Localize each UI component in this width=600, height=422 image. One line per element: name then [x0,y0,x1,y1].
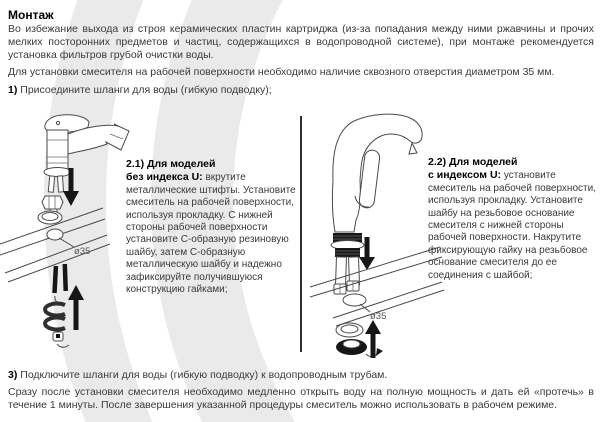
up-arrow-left [68,285,84,330]
column-divider [300,116,302,352]
step-1-number: 1) [8,84,18,96]
hole-diameter-label-right: ø35 [370,311,387,322]
page-title: Монтаж [8,8,54,22]
step-3-number: 3) [8,369,18,381]
faucet-body-left [42,115,129,214]
step-2-1-instructions [126,158,302,296]
step-1-text: Присоедините шланги для воды (гибкую подводку); [20,84,272,96]
gasket-left [38,211,62,224]
hole-diameter-note: Для установки смесителя на рабочей поверхности необходимо наличие сквозного отверстия диаметром 35 мм. [8,66,555,78]
step-2-1-text: вкрутите металлические штифты. Установите смеситель на рабочей поверхности, используя прокладку. С нижней стороны рабочей поверхности установите С-образную резиновую шайбу, затем С-образную металлическую шайбу и надежно зафиксируйте получившуюся конструкцию гайками; [126,172,296,296]
step-2-1-heading-line2: без индекса U: [126,171,203,184]
diagram-faucet-index-u [302,110,445,362]
worktop-right [310,247,444,326]
locking-nut-right [336,339,383,357]
intro-paragraph: Во избежание выхода из строя керамических пластин картриджа (из-за попадания между ними ржавчины и прочих мелких посторонних предметов и частиц, содержащихся в водопроводной системе), при монтаже рекомендуется установка фильтров грубой очистки воды. [8,23,594,61]
step-3-text: Подключите шланги для воды (гибкую подводку) к водопроводным трубам. [20,369,388,381]
step-1 [8,84,594,97]
diagram-faucet-standard [0,110,140,362]
threaded-base-right [331,233,364,257]
faucet-body-right [332,114,422,232]
hole-diameter-label-left: ø35 [74,246,91,257]
c-washers-left [45,304,65,330]
step-2-2-heading-line2: с индексом U: [428,169,502,182]
nut-left [53,332,69,347]
mounting-studs-left [52,264,68,303]
step-2-1-heading-line1: 2.1) Для моделей [126,158,216,170]
step-2-2-text: установите смеситель на рабочей поверхности, используя прокладку. Установите шайбу на резьбовое основание смесителя с нижней стороны рабочей поверхности. Накрутите фиксирующую гайку на резьбовое основание смесителя до ее соединения с шайбой; [428,170,596,281]
outro-paragraph: Сразу после установки смесителя необходимо медленно открыть воду на полную мощность и дать ей «протечь» в течение 1 минуты. После завершения указанной процедуры смеситель можно использовать в рабочем режиме. [8,386,594,411]
washer-right [336,323,363,337]
step-2-2-instructions [428,156,596,282]
step-2-2-heading-line1: 2.2) Для моделей [428,156,518,168]
step-3 [8,369,594,382]
